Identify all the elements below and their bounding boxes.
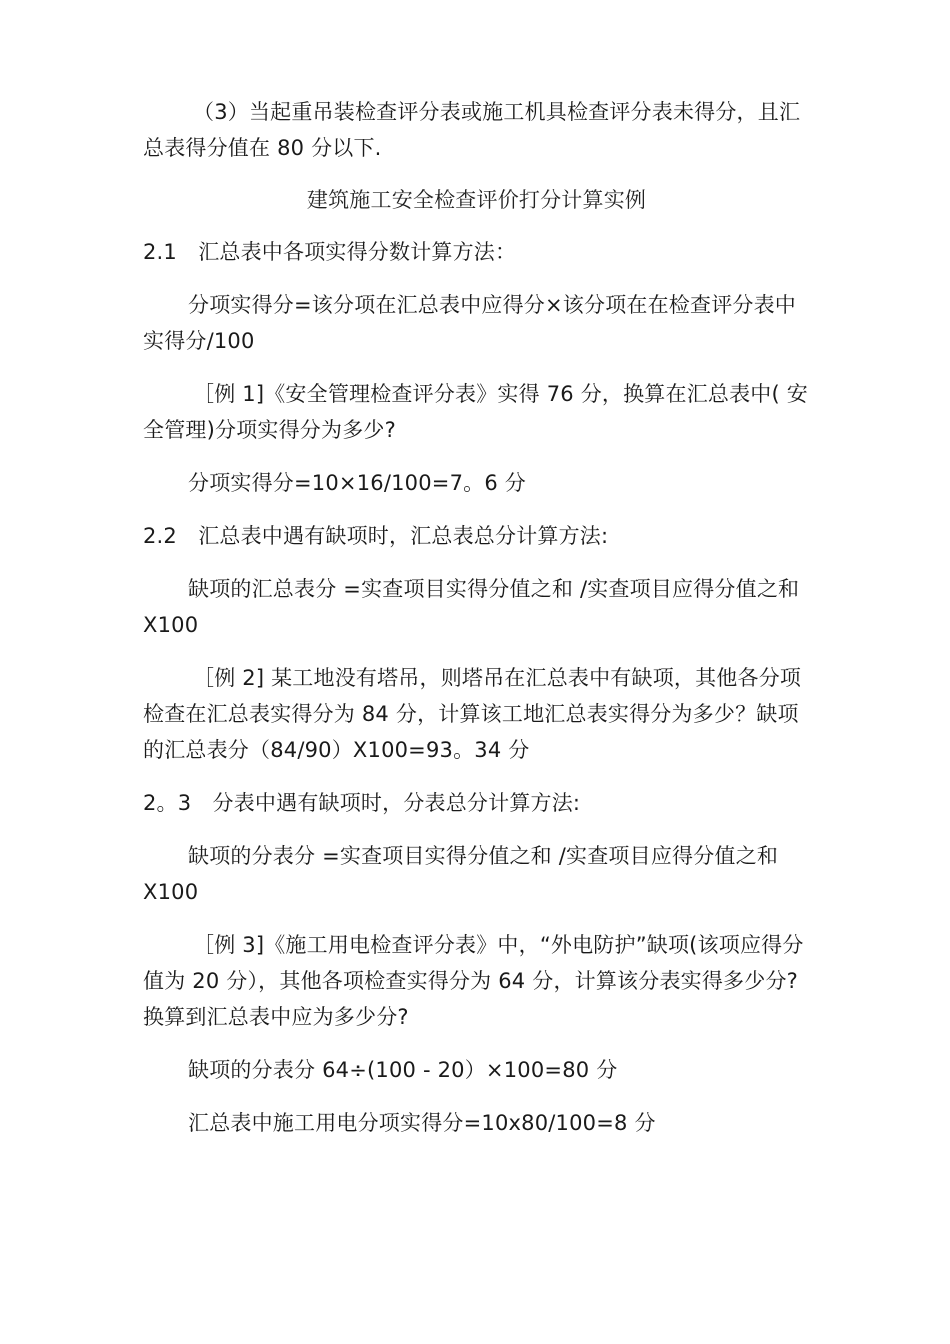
heading-2-2: 2.2 汇总表中遇有缺项时，汇总表总分计算方法: <box>143 524 609 548</box>
paragraph-example-2: ［例 2] 某工地没有塔吊，则塔吊在汇总表中有缺项，其他各分项检查在汇总表实得分为 84 分，计算该工地汇总表实得分为多少？缺项的汇总表分（84/90）X100=93。34 分 <box>143 666 802 762</box>
document-body <box>143 94 810 1141</box>
paragraph-formula-3: 缺项的分表分 =实查项目实得分值之和 /实查项目应得分值之和 X100 <box>143 844 779 904</box>
paragraph-formula-2: 缺项的汇总表分 =实查项目实得分值之和 /实查项目应得分值之和 X100 <box>143 577 800 637</box>
section-title: 建筑施工安全检查评价打分计算实例 <box>306 188 647 212</box>
paragraph-result-1: 分项实得分=10×16/100=7。6 分 <box>188 471 526 495</box>
heading-2-1: 2.1 汇总表中各项实得分数计算方法： <box>143 240 517 264</box>
paragraph-example-1: ［例 1]《安全管理检查评分表》实得 76 分，换算在汇总表中( 安全管理)分项实得分为多少? <box>143 382 808 442</box>
paragraph-result-3b: 汇总表中施工用电分项实得分=10x80/100=8 分 <box>188 1111 656 1135</box>
heading-2-3: 2。3 分表中遇有缺项时，分表总分计算方法: <box>143 791 581 815</box>
paragraph-result-3a: 缺项的分表分 64÷(100 - 20）×100=80 分 <box>188 1058 618 1082</box>
paragraph-formula-1: 分项实得分=该分项在汇总表中应得分×该分项在在检查评分表中实得分/100 <box>143 293 796 353</box>
paragraph-condition-3: （3）当起重吊装检查评分表或施工机具检查评分表未得分，且汇总表得分值在 80 分以下. <box>143 100 801 160</box>
paragraph-example-3: ［例 3]《施工用电检查评分表》中，“外电防护”缺项(该项应得分值为 20 分），其他各项检查实得分为 64 分，计算该分表实得多少分?换算到汇总表中应为多少分? <box>143 933 804 1029</box>
